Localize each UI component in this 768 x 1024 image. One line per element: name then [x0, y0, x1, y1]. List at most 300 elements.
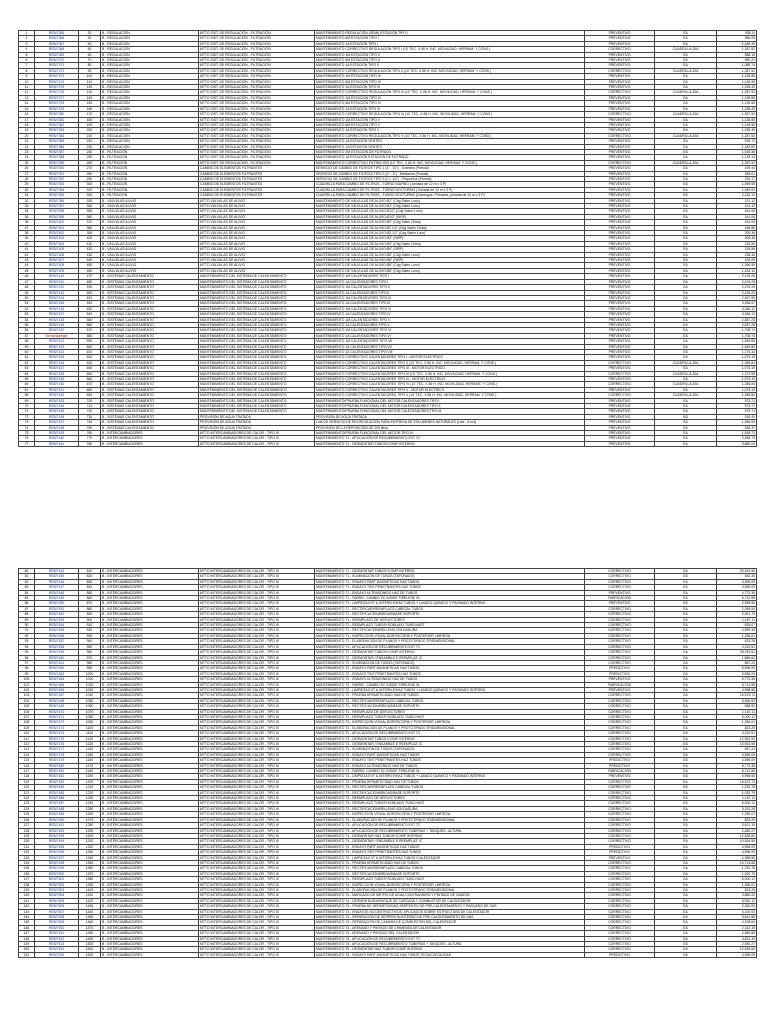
item-code-cell: REB/7370 [35, 58, 79, 63]
unit-cell: EA [655, 52, 717, 57]
position-cell: 1060 [79, 704, 101, 709]
row-number-cell: 57 [19, 333, 35, 338]
maintenance-type-cell: CORRECTIVO [585, 947, 655, 952]
maintenance-type-cell: PREDICTIVO [585, 952, 655, 957]
row-number-cell: 113 [19, 747, 35, 752]
row-number-cell: 126 [19, 817, 35, 822]
maintenance-type-cell: PREVENTIVO [585, 139, 655, 144]
row-number-cell: 108 [19, 720, 35, 725]
item-code-cell: REB/7385 [35, 139, 79, 144]
item-code-cell: REB/7504 [35, 893, 79, 898]
maintenance-type-cell: PREVENTIVO [585, 182, 655, 187]
item-code-cell: REB/7472 [35, 720, 79, 725]
unit-cell: EA [655, 855, 717, 860]
service-group-cell: MTTO VÁLVULAS DE ALIVIO [199, 198, 315, 203]
price-cell: 409.44 [717, 166, 757, 171]
price-cell: 823.25 [717, 817, 757, 822]
category-cell: B - INTERCAMBIADORES [101, 639, 199, 644]
service-group-cell: MANTENIMIENTO DEL SISTEMA DE CALENTAMIENTO [199, 322, 315, 327]
unit-cell: EA [655, 763, 717, 768]
category-cell: B - INTERCAMBIADORES [101, 844, 199, 849]
item-code-cell: REB/7477 [35, 747, 79, 752]
position-cell: 840 [79, 585, 101, 590]
unit-cell: EA [655, 693, 717, 698]
maintenance-type-cell: PREVENTIVO [585, 176, 655, 181]
category-cell: B - REGULACIÓN [101, 47, 199, 52]
category-cell: B - INTERCAMBIADORES [101, 823, 199, 828]
item-code-cell: REB/7413 [35, 290, 79, 295]
description-cell: MANTENIMIENTO 1M CALENTADORES TIPO IV [315, 306, 585, 311]
service-group-cell: MTTO VÁLVULAS DE ALIVIO [199, 204, 315, 209]
row-number-cell: 138 [19, 882, 35, 887]
item-code-cell: REB/7467 [35, 693, 79, 698]
category-cell: B - INTERCAMBIADORES [101, 736, 199, 741]
category-cell: B - INTERCAMBIADORES [101, 936, 199, 941]
price-cell: 6,000.12 [717, 714, 757, 719]
maintenance-type-cell: CORRECTIVO [585, 633, 655, 638]
unit-cell: EA [655, 898, 717, 903]
service-group-cell: MTTO INTERCAMBIADORES DE CALOR - TIPO III [199, 844, 315, 849]
row-number-cell: 139 [19, 887, 35, 892]
maintenance-type-cell: PREDICTIVO [585, 666, 655, 671]
row-number-cell: 82 [19, 579, 35, 584]
price-cell: 1,708.74 [717, 328, 757, 333]
category-cell: B - REGULACIÓN [101, 117, 199, 122]
maintenance-type-cell: CORRECTIVO [585, 898, 655, 903]
description-cell: MANTENIMIENTO CORRECTIVO CALENTADORES TIPO IV - MOTOR ELÉCTRICO [315, 377, 585, 382]
description-cell: MANTENIMIENTO T1 - DESMONTAR TUBOS+COMP INTERNO [315, 441, 585, 446]
price-cell: 1,256.01 [717, 633, 757, 638]
row-number-cell: 102 [19, 687, 35, 692]
unit-cell: EA [655, 214, 717, 219]
service-group-cell: MANTENIMIENTO DEL SISTEMA DE CALENTAMIENTO [199, 355, 315, 360]
description-cell: MANTENIMIENTO T4 - REEMPLAZO TUBOS+SOBLADO TUBO-HAST [315, 877, 585, 882]
maintenance-type-cell: CORRECTIVO [585, 585, 655, 590]
unit-cell: EA [655, 295, 717, 300]
price-cell: 1,287.52 [717, 112, 757, 117]
unit-cell: EA [655, 182, 717, 187]
service-group-cell: MANTENIMIENTO DEL SISTEMA DE CALENTAMIENTO [199, 333, 315, 338]
service-group-cell: MTTO SIST. DE REGULACIÓN - FILTRACIÓN [199, 112, 315, 117]
unit-cell: M3 [655, 414, 717, 419]
position-cell: 500 [79, 290, 101, 295]
item-code-cell: REB/7484 [35, 785, 79, 790]
price-cell: 15,573.72 [717, 779, 757, 784]
category-cell: B - INTERCAMBIADORES [101, 763, 199, 768]
category-cell: B - INTERCAMBIADORES [101, 817, 199, 822]
description-cell: MANTENIMIENTO 1M CALENTADORES TIPO II [315, 285, 585, 290]
row-number-cell: 121 [19, 790, 35, 795]
price-cell: 1,235.49 [717, 128, 757, 133]
row-number-cell: 71 [19, 409, 35, 414]
description-cell: MANTENIMIENTO T2 - REEMPLAZO TUBOS+SOBLADO TUBO-HAST [315, 714, 585, 719]
description-cell: MANTENIMIENTO T1 - RECTIFICACIÓN/BRIDAS/BASE SOPORTE [315, 612, 585, 617]
unit-cell: EA [655, 204, 717, 209]
maintenance-type-cell: PREVENTIVO [585, 431, 655, 436]
service-group-cell: MTTO INTERCAMBIADORES DE CALOR - TIPO III [199, 850, 315, 855]
price-cell: 1,433.10 [717, 268, 757, 273]
maintenance-type-cell: PREVENTIVO [585, 349, 655, 354]
service-group-cell: MTTO INTERCAMBIADORES DE CALOR - TIPO III [199, 714, 315, 719]
position-cell: 820 [79, 574, 101, 579]
unit-cell: CUADRILLA-DIA [655, 393, 717, 398]
maintenance-type-cell: PREVENTIVO [585, 209, 655, 214]
description-cell: MANTENIMIENTO T4 - INSPECCIÓN VISUAL BOROSCOPIA Y POSTERIOR LIMPIEZA [315, 882, 585, 887]
service-group-cell: MTTO SIST. DE REGULACIÓN - FILTRACIÓN [199, 155, 315, 160]
item-code-cell: REB/7387 [35, 149, 79, 154]
unit-cell: EA [655, 731, 717, 736]
service-group-cell: MTTO SIST. DE REGULACIÓN - FILTRACIÓN [199, 133, 315, 138]
category-cell: B - SISTEMAS CALENTAMIENTO [101, 322, 199, 327]
maintenance-type-cell: FABRICACIÓN [585, 769, 655, 774]
item-code-cell: REB/7486 [35, 796, 79, 801]
description-cell: PROVISIÓN DE AGUA TRATADA [315, 414, 585, 419]
category-cell: B - FILTRACIÓN [101, 182, 199, 187]
unit-cell: EA [655, 74, 717, 79]
unit-cell: EA [655, 144, 717, 149]
service-group-cell: MTTO VÁLVULAS DE ALIVIO [199, 209, 315, 214]
unit-cell: EA [655, 671, 717, 676]
row-number-cell: 48 [19, 285, 35, 290]
category-cell: B - SISTEMAS CALENTAMIENTO [101, 290, 199, 295]
item-code-cell: REB/7419 [35, 322, 79, 327]
description-cell: MANTENIMIENTO T3 - RECTIFICACIÓN/RELLENO SOLDADURA [315, 806, 585, 811]
row-number-cell: 114 [19, 752, 35, 757]
row-number-cell: 146 [19, 925, 35, 930]
maintenance-type-cell: PREVENTIVO [585, 855, 655, 860]
position-cell: 250 [79, 155, 101, 160]
item-code-cell: REB/7494 [35, 839, 79, 844]
price-cell: 215.56 [717, 247, 757, 252]
unit-cell: EA [655, 301, 717, 306]
row-number-cell: 132 [19, 850, 35, 855]
position-cell: 1500 [79, 942, 101, 947]
position-cell: 960 [79, 650, 101, 655]
maintenance-type-cell: CORRECTIVO [585, 617, 655, 622]
item-code-cell: REB/7396 [35, 198, 79, 203]
category-cell: B - FILTRACIÓN [101, 166, 199, 171]
row-number-cell: 9 [19, 74, 35, 79]
category-cell: B - INTERCAMBIADORES [101, 833, 199, 838]
maintenance-type-cell: CORRECTIVO [585, 660, 655, 665]
maintenance-type-cell: CORRECTIVO [585, 731, 655, 736]
position-cell: 940 [79, 639, 101, 644]
item-code-cell: REB/7455 [35, 628, 79, 633]
unit-cell: EA [655, 774, 717, 779]
price-cell: 3,596.09 [717, 579, 757, 584]
category-cell: B - REGULACIÓN [101, 31, 199, 36]
maintenance-type-cell: PREVENTIVO [585, 225, 655, 230]
unit-cell: EA [655, 193, 717, 198]
position-cell: 50 [79, 47, 101, 52]
row-number-cell: 45 [19, 268, 35, 273]
maintenance-type-cell: PREVENTIVO [585, 333, 655, 338]
maintenance-type-cell: CORRECTIVO [585, 790, 655, 795]
maintenance-type-cell: PREVENTIVO [585, 420, 655, 425]
row-number-cell: 25 [19, 160, 35, 165]
row-number-cell: 31 [19, 193, 35, 198]
unit-cell: CUADRILLA-DIA [655, 90, 717, 95]
unit-cell: EA [655, 779, 717, 784]
service-group-cell: MTTO INTERCAMBIADORES DE CALOR - TIPO III [199, 693, 315, 698]
category-cell: B - REGULACIÓN [101, 58, 199, 63]
category-cell: B - INTERCAMBIADORES [101, 709, 199, 714]
price-cell: 1,518.71 [717, 431, 757, 436]
price-cell: 4,650.88 [717, 931, 757, 936]
position-cell: 1010 [79, 677, 101, 682]
position-cell: 1170 [79, 763, 101, 768]
category-cell: B - SISTEMAS CALENTAMIENTO [101, 349, 199, 354]
category-cell: B - SISTEMAS CALENTAMIENTO [101, 279, 199, 284]
price-cell: 3,621.19 [717, 936, 757, 941]
maintenance-type-cell: CORRECTIVO [585, 606, 655, 611]
item-code-cell: REB/7437 [35, 420, 79, 425]
service-group-cell: MTTO INTERCAMBIADORES DE CALOR - TIPO III [199, 920, 315, 925]
price-cell: 687.24 [717, 747, 757, 752]
service-group-cell: MTTO INTERCAMBIADORES DE CALOR - TIPO III [199, 590, 315, 595]
position-cell: 1160 [79, 758, 101, 763]
description-cell: MANTENIMIENTO 1M ESTACIÓN TIPO III [315, 74, 585, 79]
price-cell: 3,621.19 [717, 823, 757, 828]
service-group-cell: MTTO VÁLVULAS DE ALIVIO [199, 258, 315, 263]
price-cell: 238.36 [717, 252, 757, 257]
description-cell: MANTENIMIENTO T3 - RECTIFICACIÓN/BRIDAS/BASE SOPORTE [315, 790, 585, 795]
category-cell: B - VÁLVULAS ALIVIO [101, 268, 199, 273]
description-cell: MANTENIMIENTO 1A CALENTADORES TIPO II [315, 290, 585, 295]
row-number-cell: 70 [19, 404, 35, 409]
item-code-cell: REB/7460 [35, 655, 79, 660]
description-cell: MANTENIMIENTO DE VÁLVULAS DE ALIVIO Ø2 1/2" (Cdg Salen Chika) [315, 225, 585, 230]
unit-cell: EA [655, 660, 717, 665]
maintenance-type-cell: CORRECTIVO [585, 160, 655, 165]
price-cell: 3,266.12 [717, 312, 757, 317]
description-cell: MANTENIMIENTO T5 - ENSAYO PART MAGNETICAS HAZ TUBOS TÉCNICO/CALIDAD [315, 952, 585, 957]
row-number-cell: 98 [19, 666, 35, 671]
row-number-cell: 8 [19, 68, 35, 73]
service-group-cell: MTTO INTERCAMBIADORES DE CALOR - TIPO III [199, 731, 315, 736]
description-cell: MANTENIMIENTO T2 - APLICACIÓN DE RECUBRIMIENTO EXT TC [315, 731, 585, 736]
unit-cell: EA [655, 317, 717, 322]
item-code-cell: REB/7378 [35, 101, 79, 106]
position-cell: 1100 [79, 725, 101, 730]
service-group-cell: MTTO INTERCAMBIADORES DE CALOR - TIPO III [199, 763, 315, 768]
category-cell: B - VÁLVULAS ALIVIO [101, 198, 199, 203]
description-cell: MANTENIMIENTO T1 - FABRIC. CAMBIO SC INSIDE FIRELENE SL [315, 596, 585, 601]
item-code-cell: REB/7420 [35, 328, 79, 333]
row-number-cell: 88 [19, 612, 35, 617]
price-cell: 1,048.49 [717, 41, 757, 46]
category-cell: B - INTERCAMBIADORES [101, 693, 199, 698]
category-cell: B - FILTRACIÓN [101, 155, 199, 160]
category-cell: B - INTERCAMBIADORES [101, 569, 199, 574]
position-cell: 1210 [79, 785, 101, 790]
description-cell: MANTENIMIENTO T3 - INSPECCIÓN VISUAL BOROSCOPIA Y POSTERIOR LIMPIEZA [315, 812, 585, 817]
unit-cell: EA [655, 682, 717, 687]
unit-cell: EA [655, 639, 717, 644]
category-cell: B - INTERCAMBIADORES [101, 698, 199, 703]
service-group-cell: MTTO INTERCAMBIADORES DE CALOR - TIPO III [199, 660, 315, 665]
unit-cell: EA [655, 387, 717, 392]
description-cell: MANTENIMIENTO/PRUEBA FUNCIONAL DEL MOTOR TIPO III [315, 431, 585, 436]
description-cell: MANTENIMIENTO T2 - REEMPLAZO DE DEFLECTORES [315, 709, 585, 714]
maintenance-type-cell: PREVENTIVO [585, 306, 655, 311]
description-cell: MANTENIMIENTO 6M ESTACIÓN TIPO IV [315, 101, 585, 106]
unit-cell: CUADRILLA-DIA [655, 160, 717, 165]
position-cell: 320 [79, 193, 101, 198]
unit-cell: EA [655, 569, 717, 574]
service-group-cell: MTTO VÁLVULAS DE ALIVIO [199, 231, 315, 236]
description-cell: MANTENIMIENTO T3 - APLICACIÓN DE RECUBRIMIENTO TUBERÍAS + TANQUES - ALTURA [315, 828, 585, 833]
item-code-cell: REB/7507 [35, 909, 79, 914]
row-number-cell: 54 [19, 317, 35, 322]
category-cell: B - VÁLVULAS ALIVIO [101, 247, 199, 252]
service-group-cell: MTTO INTERCAMBIADORES DE CALOR - TIPO III [199, 898, 315, 903]
item-code-cell: REB/7366 [35, 36, 79, 41]
category-cell: B - INTERCAMBIADORES [101, 704, 199, 709]
price-cell: 1,073.19 [717, 377, 757, 382]
maintenance-type-cell: CORRECTIVO [585, 612, 655, 617]
description-cell: MANTENIMIENTO T1 - ENSAYO TINT PENETRANTES HAZ TUBOS [315, 585, 585, 590]
maintenance-type-cell: PREVENTIVO [585, 774, 655, 779]
description-cell: MANTENIMIENTO T1 - APLICACIÓN DE RECUBRIMIENTO EXT TC [315, 644, 585, 649]
price-cell: 2,487.28 [717, 317, 757, 322]
row-number-cell: 140 [19, 893, 35, 898]
description-cell: MANTENIMIENTO CORRECTIVO CALENTADORES TIPO V - MOTOR ELÉCTRICO [315, 387, 585, 392]
row-number-cell: 97 [19, 660, 35, 665]
service-group-cell: MANTENIMIENTO DEL SISTEMA DE CALENTAMIENTO [199, 398, 315, 403]
category-cell: B - INTERCAMBIADORES [101, 801, 199, 806]
position-cell: 930 [79, 633, 101, 638]
position-cell: 580 [79, 333, 101, 338]
row-number-cell: 122 [19, 796, 35, 801]
row-number-cell: 85 [19, 596, 35, 601]
description-cell: SERVICIO DE CAMBIO DE FILTROS TIPO 3 (0 < 1/2") - Pequeños (Portual) [315, 176, 585, 181]
price-cell: 3,211.28 [717, 806, 757, 811]
unit-cell: EA [655, 952, 717, 957]
description-cell: MANTENIMIENTO T2 - ELABORACIÓN DE PLANOS Y PROTOTIPADO TRIDIMENSIONAL [315, 725, 585, 730]
position-cell: 1070 [79, 709, 101, 714]
item-code-cell: REB/7427 [35, 366, 79, 371]
description-cell: MANTENIMIENTO T2 - ENSAYO ULTRASONIDO HAZ DE TUBOS [315, 677, 585, 682]
description-cell: MANTENIMIENTO T1 - ENSAYO ULTRASONIDO HAZ DE TUBOS [315, 590, 585, 595]
item-code-cell: REB/7403 [35, 236, 79, 241]
service-group-cell: MTTO INTERCAMBIADORES DE CALOR - TIPO III [199, 671, 315, 676]
item-code-cell: REB/7368 [35, 47, 79, 52]
category-cell: B - INTERCAMBIADORES [101, 671, 199, 676]
unit-cell: EA [655, 606, 717, 611]
price-cell: 823.25 [717, 887, 757, 892]
price-cell: 12,528.60 [717, 947, 757, 952]
price-cell: 1,708.74 [717, 333, 757, 338]
maintenance-type-cell: PREVENTIVO [585, 677, 655, 682]
price-cell: 4,210.51 [717, 731, 757, 736]
row-number-cell: 92 [19, 633, 35, 638]
unit-cell: EA [655, 860, 717, 865]
position-cell: 180 [79, 117, 101, 122]
service-group-cell: MTTO SIST. DE REGULACIÓN - FILTRACIÓN [199, 90, 315, 95]
position-cell: 660 [79, 377, 101, 382]
description-cell: MANTENIMIENTO/PRUEBA FUNCIONAL DEL MOTOR CALENTADORES TIPO III [315, 409, 585, 414]
position-cell: 80 [79, 63, 101, 68]
price-cell: 4,772.35 [717, 590, 757, 595]
description-cell: MANTENIMIENTO T4 - APLICACIÓN DE RECUBRIMIENTO TUBERÍAS + TANQUES - ALTURA [315, 942, 585, 947]
item-code-cell: REB/7439 [35, 431, 79, 436]
category-cell: B - INTERCAMBIADORES [101, 666, 199, 671]
maintenance-type-cell: CORRECTIVO [585, 698, 655, 703]
position-cell: 360 [79, 214, 101, 219]
description-cell: MANTENIMIENTO 1M ESTACIÓN TIPO V [315, 117, 585, 122]
maintenance-type-cell: PREVENTIVO [585, 58, 655, 63]
category-cell: B - VÁLVULAS ALIVIO [101, 263, 199, 268]
category-cell: B - INTERCAMBIADORES [101, 742, 199, 747]
category-cell: B - INTERCAMBIADORES [101, 785, 199, 790]
position-cell: 1150 [79, 752, 101, 757]
price-cell: 1,286.84 [717, 360, 757, 365]
position-cell: 1030 [79, 687, 101, 692]
unit-cell: EA [655, 877, 717, 882]
item-code-cell: REB/7445 [35, 574, 79, 579]
position-cell: 1020 [79, 682, 101, 687]
position-cell: 130 [79, 90, 101, 95]
item-code-cell: REB/7414 [35, 295, 79, 300]
service-group-cell: MANTENIMIENTO DEL SISTEMA DE CALENTAMIENTO [199, 409, 315, 414]
maintenance-type-cell: CORRECTIVO [585, 574, 655, 579]
position-cell: 380 [79, 225, 101, 230]
position-cell: 640 [79, 366, 101, 371]
service-group-cell: MTTO SIST. DE REGULACIÓN - FILTRACIÓN [199, 52, 315, 57]
description-cell: PROVISIÓN DE LA REPOSICIÓN DE 205 litros [315, 425, 585, 430]
maintenance-type-cell: CORRECTIVO [585, 693, 655, 698]
description-cell: MANTENIMIENTO 1M CALENTADORES TIPO III [315, 295, 585, 300]
maintenance-type-cell: PREVENTIVO [585, 41, 655, 46]
unit-cell: EA [655, 817, 717, 822]
service-group-cell: CAMBIO DE ELEMENTOS FILTRANTES [199, 166, 315, 171]
category-cell: B - REGULACIÓN [101, 63, 199, 68]
maintenance-type-cell: PREVENTIVO [585, 317, 655, 322]
service-group-cell: MTTO INTERCAMBIADORES DE CALOR - TIPO III [199, 682, 315, 687]
description-cell: MANTENIMIENTO T2 - DESMONTAR / ENSAMBLE E REEMPLAZ. IC [315, 655, 585, 660]
row-number-cell: 35 [19, 214, 35, 219]
item-code-cell: REB/7405 [35, 247, 79, 252]
unit-cell: EA [655, 747, 717, 752]
row-number-cell: 28 [19, 176, 35, 181]
maintenance-type-cell: PREVENTIVO [585, 366, 655, 371]
maintenance-type-cell: PREVENTIVO [585, 236, 655, 241]
unit-cell: EA [655, 122, 717, 127]
price-cell: 10,924.55 [717, 742, 757, 747]
price-cell: 1,032.79 [717, 790, 757, 795]
unit-cell: EA [655, 736, 717, 741]
description-cell: MANTENIMIENTO 1A CALENTADORES TIPO IV [315, 312, 585, 317]
description-cell: MANTENIMIENTO T4 - ELABORACIÓN DE PLANOS Y PROTOTIPADO TRIDIMENSIONAL [315, 887, 585, 892]
position-cell: 1490 [79, 936, 101, 941]
service-group-cell: MTTO INTERCAMBIADORES DE CALOR - TIPO III [199, 612, 315, 617]
description-cell: MANTENIMIENTO T4 - REPARACIÓN DE CAMARA DE COMBUSTIÓN DEL CALENTADOR [315, 920, 585, 925]
row-number-cell: 136 [19, 871, 35, 876]
item-code-cell: REB/7485 [35, 790, 79, 795]
unit-cell: EA [655, 844, 717, 849]
unit-cell: EA [655, 644, 717, 649]
maintenance-type-cell: PREDICTIVO [585, 671, 655, 676]
maintenance-type-cell: PREVENTIVO [585, 290, 655, 295]
position-cell: 240 [79, 149, 101, 154]
item-code-cell: REB/7438 [35, 425, 79, 430]
price-cell: 4,998.55 [717, 687, 757, 692]
position-cell: 630 [79, 360, 101, 365]
row-number-cell: 50 [19, 295, 35, 300]
position-cell: 1140 [79, 747, 101, 752]
service-group-cell: MTTO INTERCAMBIADORES DE CALOR - TIPO III [199, 893, 315, 898]
